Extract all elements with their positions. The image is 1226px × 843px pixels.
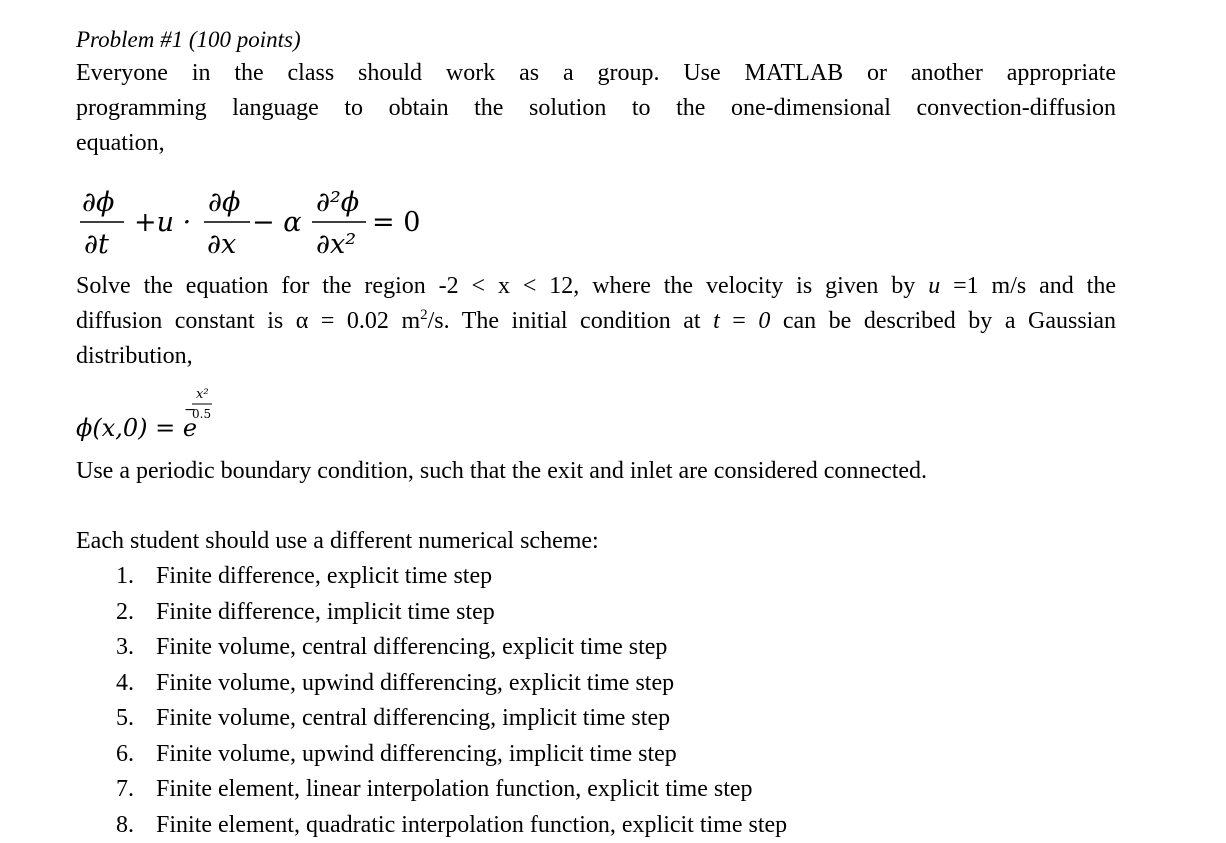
equation-svg	[76, 165, 496, 269]
diffusion-text-d: can be described by a Gaussian	[770, 308, 1116, 334]
initial-condition-svg	[76, 384, 316, 454]
diffusion-text-a: diffusion constant is α = 0.02 m	[76, 308, 420, 334]
schemes-intro: Each student should use a different numerical scheme:	[76, 524, 1116, 559]
eq-minus-alpha: − α	[252, 207, 301, 238]
region-text-b: =1 m/s and the	[940, 273, 1116, 299]
list-item: 7. Finite element, linear interpolation function, explicit time step	[76, 772, 1116, 808]
eq-dx-denominator: ∂x	[207, 229, 236, 260]
ic-exp-minus: −	[184, 402, 196, 418]
ic-exp-denominator: 0.5	[192, 407, 211, 421]
time-var: t	[713, 308, 720, 334]
list-item: 1. Finite difference, explicit time step	[76, 559, 1116, 595]
eq-plus-u: +u ·	[134, 207, 191, 238]
eq-dphi-numerator-2: ∂ϕ	[208, 187, 240, 218]
initial-condition-equation	[76, 384, 1116, 454]
document-page	[76, 24, 1116, 843]
intro-paragraph	[76, 56, 1116, 161]
velocity-var: u	[928, 273, 940, 299]
eq-equals-zero: = 0	[372, 207, 420, 238]
eq-d2phi-numerator: ∂²ϕ	[316, 187, 359, 218]
eq-dt-denominator: ∂t	[84, 229, 109, 260]
problem-title: Problem #1 (100 points)	[76, 24, 1116, 56]
convection-diffusion-equation	[76, 165, 1116, 269]
list-item: 4. Finite volume, upwind differencing, explicit time step	[76, 666, 1116, 702]
intro-line-1: Everyone in the class should work as a group. Use MATLAB or another appropriate	[76, 56, 1116, 91]
region-line-2	[76, 304, 1116, 339]
ic-lhs: ϕ(x,0) = e	[76, 414, 197, 442]
list-item: 8. Finite element, quadratic interpolation function, explicit time step	[76, 808, 1116, 843]
list-item: 3. Finite volume, central differencing, explicit time step	[76, 630, 1116, 666]
zero-var: 0	[758, 308, 770, 334]
region-text-a: Solve the equation for the region -2 < x < 12, where the velocity is given by	[76, 273, 928, 299]
schemes-list	[76, 559, 1116, 843]
list-item: 6. Finite volume, upwind differencing, implicit time step	[76, 737, 1116, 773]
diffusion-text-b: /s. The initial condition at	[428, 308, 713, 334]
squared-superscript: 2	[420, 307, 428, 323]
boundary-condition-text: Use a periodic boundary condition, such that the exit and inlet are considered connected.	[76, 454, 1116, 489]
diffusion-text-c: =	[720, 308, 759, 334]
region-paragraph	[76, 269, 1116, 374]
region-line-1	[76, 269, 1116, 304]
intro-line-2: programming language to obtain the solution to the one-dimensional convection-diffusion	[76, 91, 1116, 126]
spacer	[76, 489, 1116, 524]
intro-line-3: equation,	[76, 126, 1116, 161]
list-item: 2. Finite difference, implicit time step	[76, 595, 1116, 631]
eq-dx2-denominator: ∂x²	[316, 229, 356, 260]
eq-dphi-numerator: ∂ϕ	[82, 187, 114, 218]
ic-exp-numerator: x²	[196, 387, 209, 402]
region-line-3: distribution,	[76, 339, 1116, 374]
list-item: 5. Finite volume, central differencing, implicit time step	[76, 701, 1116, 737]
